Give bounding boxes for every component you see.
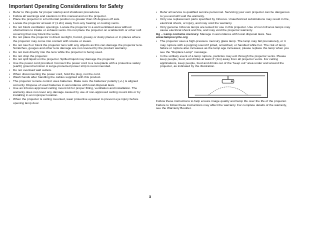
safety-item: • Do not touch or block the projector lens with any objects as this can damage the projector lens. Scratches, gouges and other lens damage are not covered by the product warranty. [9,44,145,51]
lamprecycle-link[interactable]: www.lamprecycle.org [156,35,188,40]
safety-item: • Wash hands after handling the cables supplied with this product. [9,76,145,80]
mercury-text: Manage in accordance with local disposal laws. See [199,31,272,36]
safety-item: • Do not block ventilation openings. Locate the projector in a well-ventilated area without obstructions to intake or exhaust vents. Do not place the projector on a tablecloth or other soft covering that may block the vents. [9,26,145,37]
page-title: Important Operating Considerations for Safety [9,4,124,10]
page-number: 3 [148,194,152,199]
keep-out-area-illustration [188,72,268,98]
mercury-heading: Hg – Lamp contains mercury. [156,31,200,36]
keep-out-diagram-svg [189,73,267,97]
content-columns [9,11,292,111]
safety-item: • Do not overload wall outlets. [9,69,145,73]
warranty-note: Follow these instructions to help ensure image quality and lamp life over the life of the projector. Failure to follow these instructions may affect the warranty. For complete details of the warranty, see the Warranty Booklet. [156,99,287,111]
keep-out-zone-outline [209,87,248,95]
safety-item: • Refer all service to qualified service personnel. Servicing your own projector can be dangerous to you and will void the warranty. [156,11,292,18]
safety-item: • Do not spill liquid on the projector. Spilled liquid may damage the projector. [9,58,145,62]
right-safety-list [156,11,292,69]
left-safety-list [9,11,145,105]
safety-item: • Do not place the projector in direct sunlight, humid, greasy or dusty places or in places where the projector may come into contact with smoke or steam. [9,36,145,43]
safety-item: • Place the projector in a horizontal position no greater than 15 degrees off axis. [9,18,145,22]
projector-lens [231,80,233,82]
left-column [9,11,145,111]
safety-item: • Follow all warnings and cautions in this manual and on the projector. [9,15,145,19]
safety-item: • In the unlikely event of a lamp rupture, particles may exit through the projector vents. Please keep people, food, and drinks at least 3' (1m) away from all projector vents. For ceiling applications, keep people, food and drinks out of the "keep out" area under and around the projector, as indicated by the illustration. [156,55,292,70]
safety-item: • When disconnecting the power cord, hold the plug, not the cord. [9,73,145,77]
safety-item: • Do not look directly into the lens while the projector is being used. [9,51,145,55]
safety-item: • Refer to this guide for proper startup and shutdown procedures. [9,11,145,15]
safety-item: • The projector uses a high-pressure mercury glass lamp. The lamp may fail prematurely, or it may rupture with a popping sound if jolted, scratched, or handled while hot. The risk of lamp failure or rupture also increases as the lamp age increases; please replace the lamp when you see the "Replace Lamp" message. [156,40,292,55]
safety-item: • Use an Infocus approved ceiling mount kit for proper fitting, ventilation and installation. The warranty does not cover any damage caused by use of non-approved ceiling mount kits or by installing in an improper location. [9,87,145,98]
safety-item: • Do not drop the projector. [9,55,145,59]
safety-item: • Locate the projector at least 4' (1.2m) away from any heating or cooling vents. [9,22,145,26]
safety-item: • The projector remote control uses batteries. Make sure the batteries' polarity (+/-) is aligned correctly. Dispose of used batteries in accordance with local disposal laws. [9,80,145,87]
safety-item: • Only use replacement parts specified by InFocus. Unauthorized substitutions may result in fire, electrical shock, or injury, and may void the warranty. [156,18,292,25]
safety-item: • When the projector is ceiling mounted, wear protective eyewear to prevent eye injury before opening lamp door. [9,98,145,105]
safety-item: • Only genuine InFocus lamps are tested for use in this projector. Use of non InFocus lamps may cause electrical shock and fire, and may void the projector warranty. [156,26,292,33]
safety-item: • Use the power cord provided. Connect the power cord to a receptacle with a protective safety (earth) ground terminal. A surge-protected power strip is recommended. [9,62,145,69]
right-column [156,11,292,111]
